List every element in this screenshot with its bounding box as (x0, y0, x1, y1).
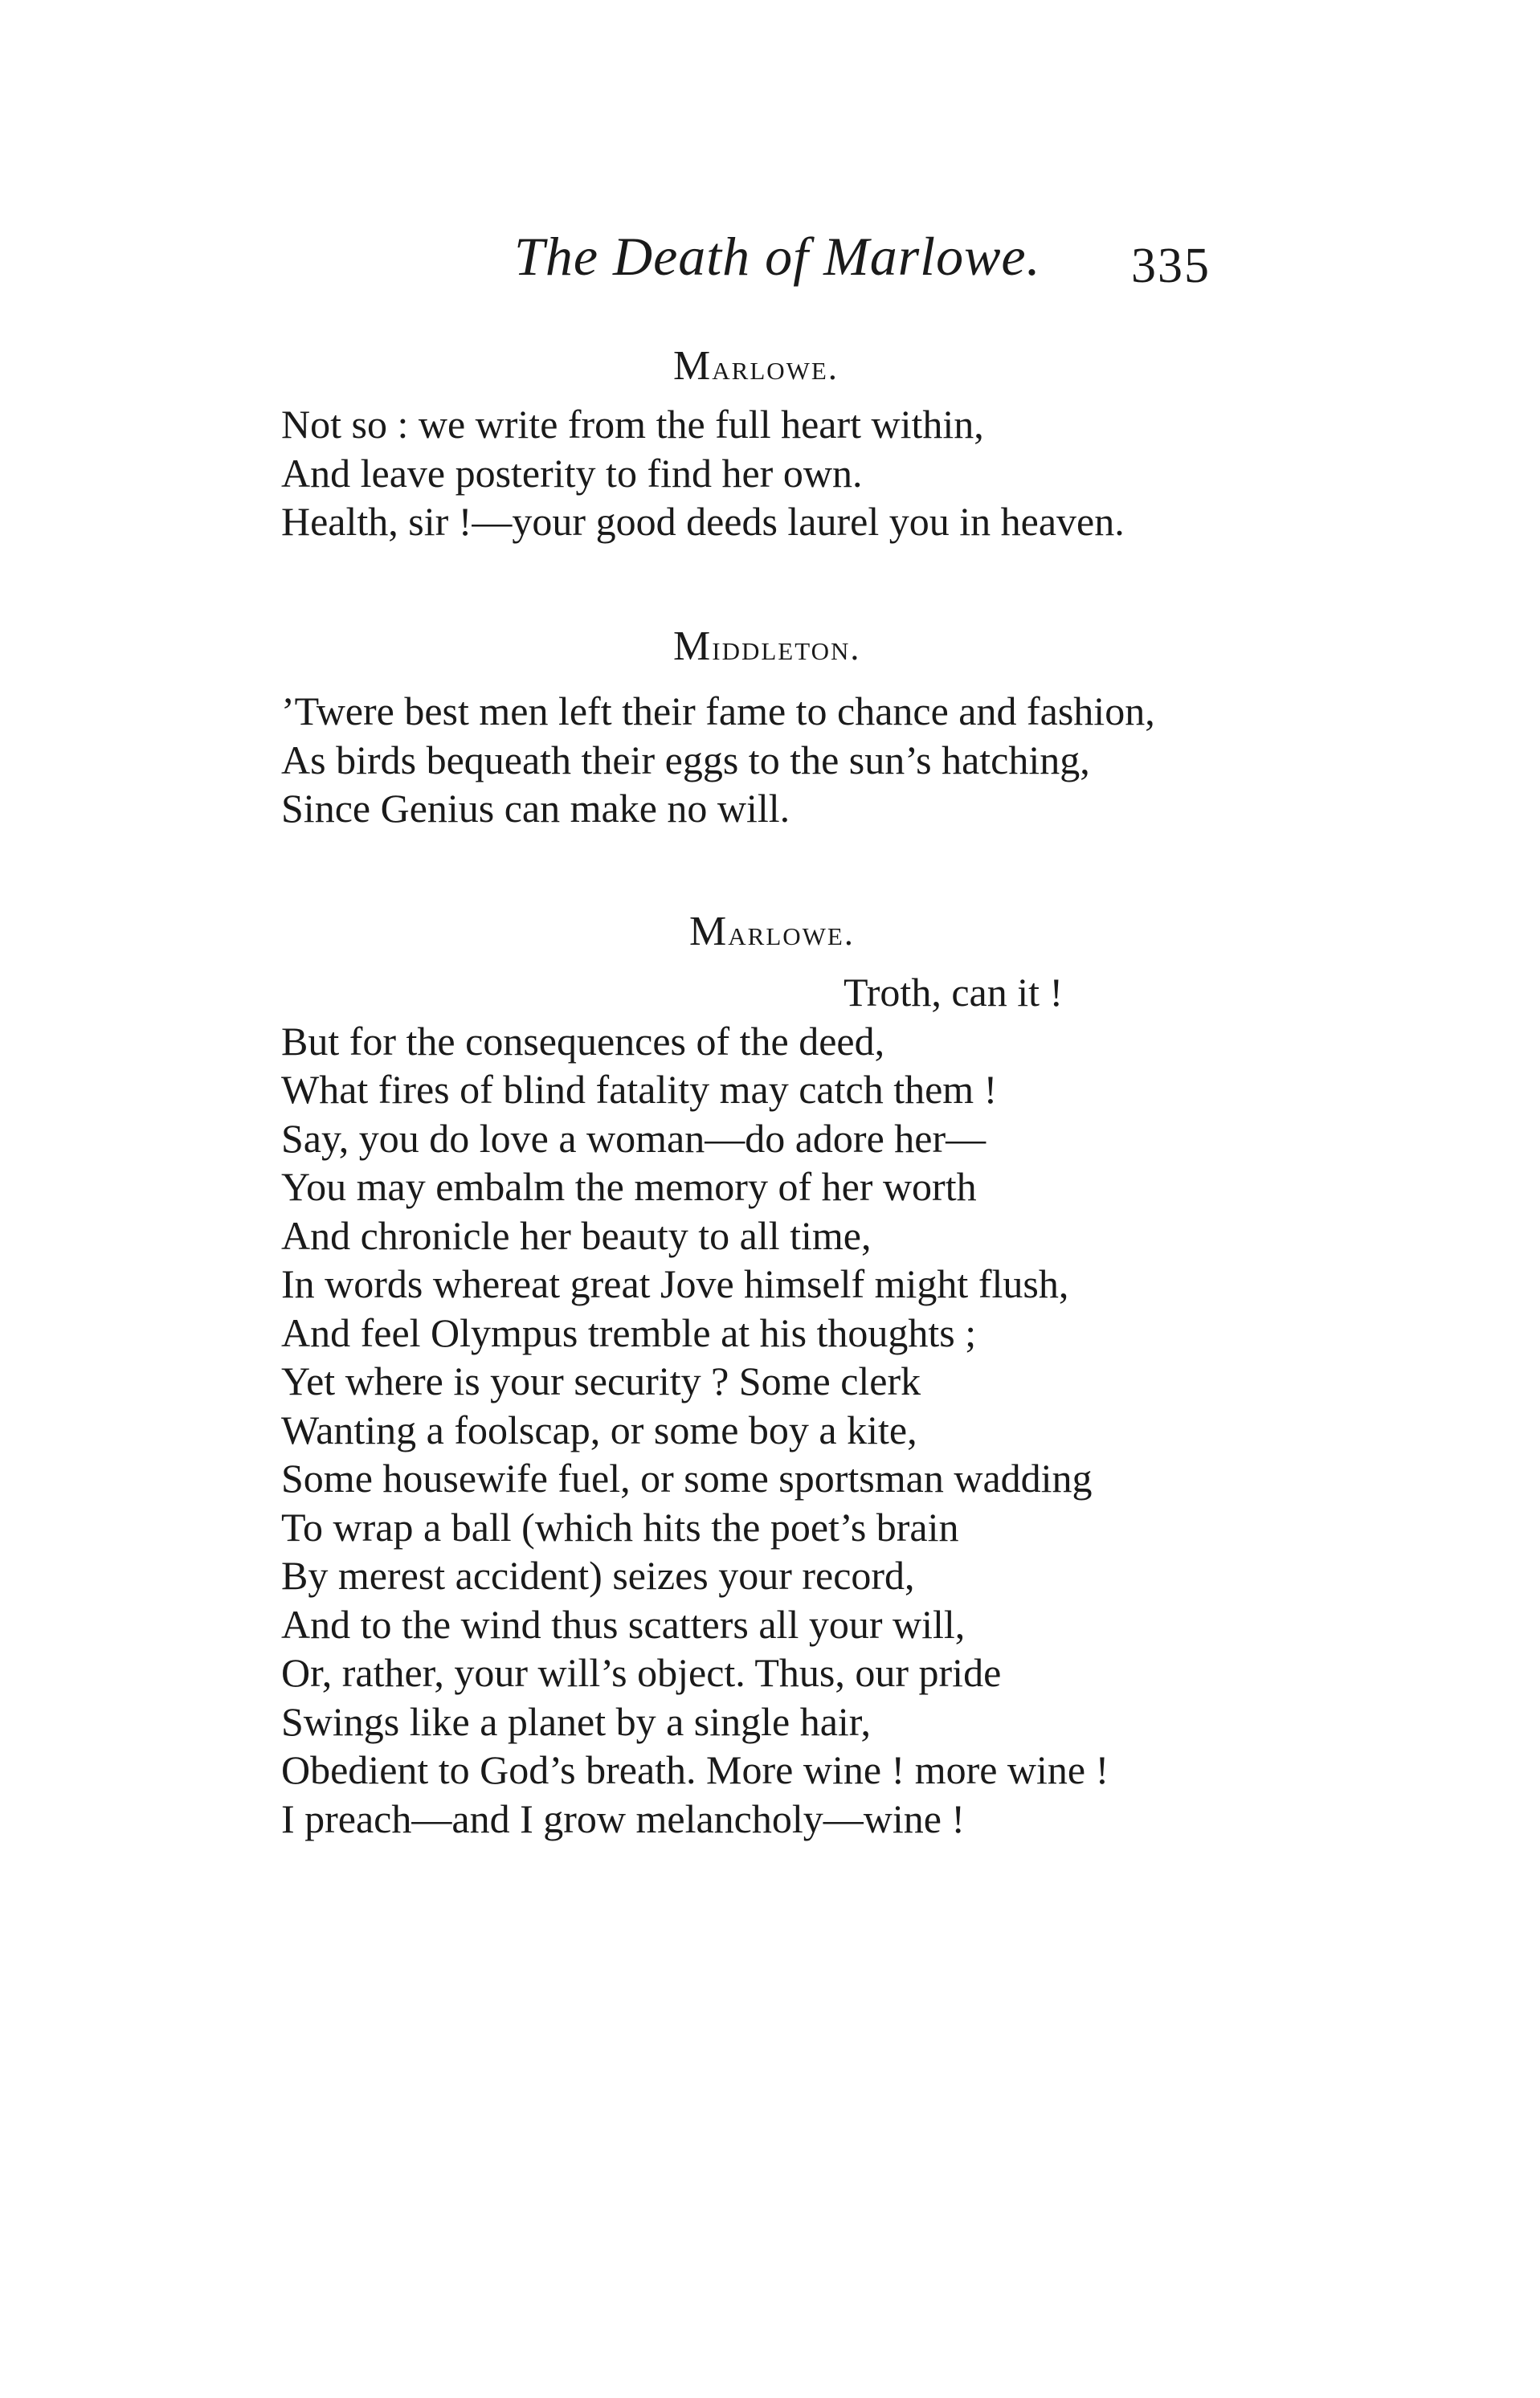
verse-line: You may embalm the memory of her worth (281, 1164, 977, 1209)
verse-line: I preach—and I grow melancholy—wine ! (281, 1795, 966, 1841)
verse-line: Troth, can it ! (844, 970, 1064, 1015)
verse-block (281, 687, 1155, 833)
verse-line: Obedient to God’s breath. More wine ! more wine ! (281, 1747, 1109, 1792)
speaker-name: Marlowe. (673, 343, 839, 389)
speaker-name: Middleton. (673, 623, 861, 669)
verse-line: As birds bequeath their eggs to the sun’s hatching, (281, 737, 1090, 782)
verse-line: What fires of blind fatality may catch them ! (281, 1067, 998, 1112)
verse-line: Some housewife fuel, or some sportsman wadding (281, 1456, 1093, 1501)
verse-line: By merest accident) seizes your record, (281, 1553, 915, 1598)
page-number: 335 (1131, 239, 1211, 293)
verse-line: And to the wind thus scatters all your will, (281, 1601, 966, 1647)
verse-line: And leave posterity to find her own. (281, 450, 863, 496)
verse-line: And chronicle her beauty to all time, (281, 1212, 872, 1258)
verse-line: Say, you do love a woman—do adore her— (281, 1115, 986, 1161)
verse-line: Swings like a planet by a single hair, (281, 1698, 871, 1744)
verse-line: Yet where is your security ? Some clerk (281, 1358, 921, 1403)
verse-line: But for the consequences of the deed, (281, 1018, 885, 1064)
verse-line: And feel Olympus tremble at his thoughts ; (281, 1309, 977, 1355)
verse-line: Not so : we write from the full heart within, (281, 402, 984, 447)
running-title: The Death of Marlowe. (514, 226, 1041, 287)
verse-line: Health, sir !—your good deeds laurel you in heaven. (281, 499, 1125, 544)
verse-line: Wanting a foolscap, or some boy a kite, (281, 1407, 917, 1452)
speaker-name: Marlowe. (689, 909, 855, 954)
verse-line: Or, rather, your will’s object. Thus, our pride (281, 1650, 1002, 1695)
verse-line: ’Twere best men left their fame to chance and fashion, (281, 688, 1155, 733)
verse-line: Since Genius can make no will. (281, 786, 790, 831)
verse-line: In words whereat great Jove himself might flush, (281, 1261, 1069, 1306)
verse-block (281, 400, 1125, 546)
verse-block (281, 968, 1109, 1843)
verse-line: To wrap a ball (which hits the poet’s brain (281, 1504, 959, 1550)
